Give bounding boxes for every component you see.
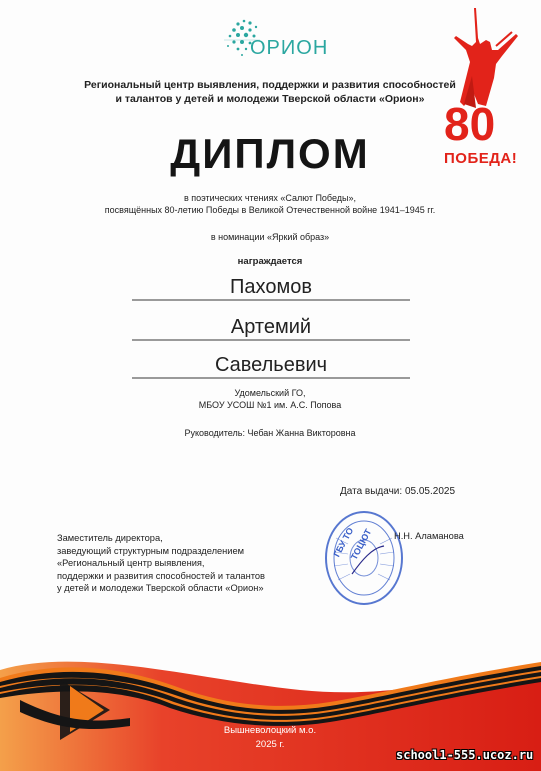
surname-underline xyxy=(132,299,410,301)
stamp-line-1: ГБУ ТО xyxy=(331,525,356,559)
signer-line-4: поддержки и развития способностей и талантов xyxy=(57,570,265,581)
school-line-2: МБОУ УСОШ №1 им. А.С. Попова xyxy=(198,400,342,410)
awarded-label: награждается xyxy=(237,256,303,267)
footer-place: Вышневолоцкий м.о. xyxy=(223,725,317,736)
signer-position xyxy=(57,532,347,595)
recipient-first-name: Артемий xyxy=(230,316,312,338)
supervisor: Руководитель: Чебан Жанна Викторовна xyxy=(184,428,356,438)
recipient-patronymic: Савельевич xyxy=(214,354,328,376)
organization-line-2: и талантов у детей и молодежи Тверской области «Орион» xyxy=(115,93,425,105)
first-name-underline xyxy=(132,339,410,341)
event-line-1: в поэтических чтениях «Салют Победы», xyxy=(183,193,357,203)
signer-name: Н.Н. Аламанова xyxy=(394,531,464,541)
school-line-1: Удомельский ГО, xyxy=(234,388,306,398)
patronymic-underline xyxy=(132,377,410,379)
signer-line-5: у детей и молодежи Тверской области «Орион» xyxy=(57,583,264,594)
signer-line-2: заведующий структурным подразделением xyxy=(57,545,245,556)
event-line-2: посвящённых 80-летию Победы в Великой Отечественной войне 1941–1945 гг. xyxy=(104,205,436,215)
recipient-surname: Пахомов xyxy=(230,276,312,298)
diploma-title: ДИПЛОМ xyxy=(170,130,370,177)
organization-name xyxy=(60,78,480,106)
logo-name: ОРИОН xyxy=(250,37,329,59)
stamp-line-2: ТОЦЮТ xyxy=(348,527,374,562)
watermark: school1-555.ucoz.ru xyxy=(396,748,534,762)
issue-date: Дата выдачи: 05.05.2025 xyxy=(340,486,455,497)
official-stamp-icon xyxy=(322,508,406,608)
signer-line-1: Заместитель директора, xyxy=(57,533,163,543)
emblem-caption: ПОБЕДА! xyxy=(444,150,518,167)
organization-line-1: Региональный центр выявления, поддержки и развития способностей xyxy=(84,79,456,91)
footer-year: 2025 г. xyxy=(255,739,285,750)
nomination: в номинации «Яркий образ» xyxy=(210,232,330,242)
signer-line-3: «Региональный центр выявления, xyxy=(57,558,205,569)
emblem-number: 80 xyxy=(444,98,496,150)
